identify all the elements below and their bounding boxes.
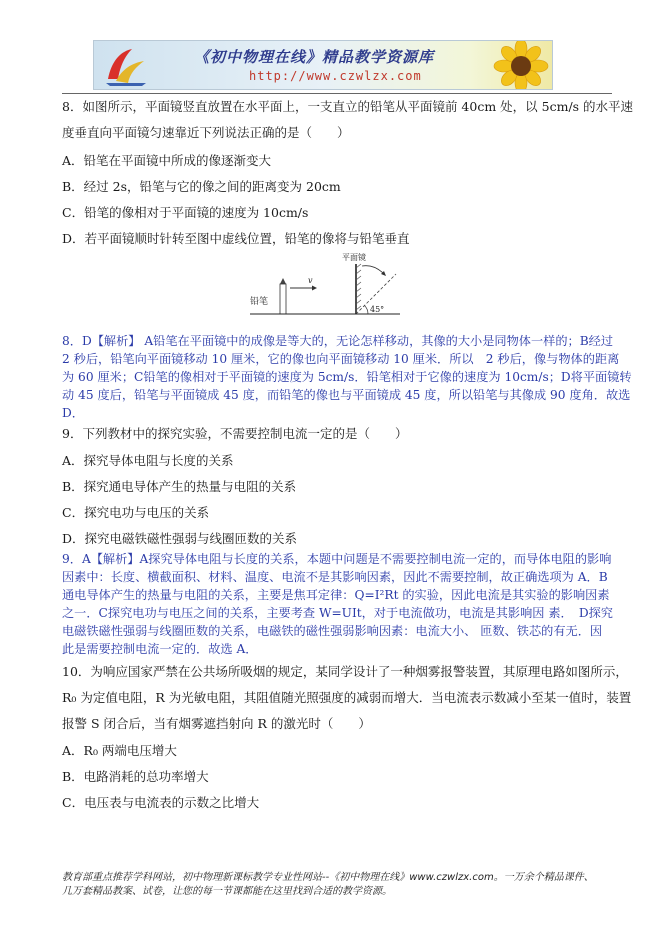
q10-option-a: A．R₀ 两端电压增大	[62, 743, 177, 758]
plane-mirror	[356, 264, 361, 314]
footer-line1: 教育部重点推荐学科网站，初中物理新课标教学专业性网站--《初中物理在线》www.czwlzx.com。一万余个精品课件、	[62, 872, 594, 883]
q9-answer-line: 电磁铁磁性强弱与线圈匝数的关系，电磁铁的磁性强弱影响因素：电流大小、 匝数、铁芯的有无．因	[62, 624, 603, 638]
site-logo-icon	[102, 45, 150, 87]
q9-answer-line: 9．A【解析】A探究导体电阻与长度的关系，本题中问题是不需要控制电流一定的，而导体电阻的影响	[62, 552, 612, 566]
q8-answer-line: D．	[62, 406, 84, 420]
banner-title: 《初中物理在线》精品教学资源库	[194, 48, 435, 66]
q8-stem-line1: 8．如图所示，平面镜竖直放置在水平面上，一支直立的铅笔从平面镜前 40cm 处，以 5cm/s 的水平速	[62, 99, 634, 114]
angle-label: 45°	[370, 305, 385, 314]
q8-answer-line: 2 秒后，铅笔向平面镜移动 10 厘米，它的像也向平面镜移动 10 厘米．所以 2 秒后，像与物体的距离	[62, 352, 620, 366]
q8-option-a: A．铅笔在平面镜中所成的像逐渐变大	[62, 153, 272, 168]
header-divider	[62, 93, 612, 94]
q9-option-b: B．探究通电导体产生的热量与电阻的关系	[62, 479, 297, 494]
q9-answer-line: 因素中：长度、横截面积、材料、温度、电流不是其影响因素，因此不需要控制，故正确选项为 A．B	[62, 570, 608, 584]
header-banner	[93, 40, 553, 90]
q8-answer-line: 动 45 度后，铅笔与平面镜成 45 度，而铅笔的像也与平面镜成 45 度，所以铅笔与其像成 90 度角．故选	[62, 388, 631, 402]
banner-url[interactable]: http://www.czwlzx.com	[249, 69, 422, 83]
q8-stem-line2: 度垂直向平面镜匀速靠近下列说法正确的是（ ）	[62, 125, 350, 140]
q10-option-b: B．电路消耗的总功率增大	[62, 769, 209, 784]
q9-option-a: A．探究导体电阻与长度的关系	[62, 453, 234, 468]
q9-option-c: C．探究电功与电压的关系	[62, 505, 210, 520]
q9-answer-line: 之一．C探究电功与电压之间的关系，主要考查 W=UIt，对于电流做功，电流是其影响因 素． D探究	[62, 606, 613, 620]
q9-answer-line: 此是需要控制电流一定的．故选 A．	[62, 642, 258, 656]
q10-stem-line2: R₀ 为定值电阻，R 为光敏电阻，其阻值随光照强度的减弱而增大．当电流表示数减小至某一值时，装置	[62, 690, 632, 705]
q8-answer-line: 8．D【解析】 A铅笔在平面镜中的成像是等大的，无论怎样移动，其像的大小是同物体一样的；B经过	[62, 334, 614, 348]
footer-line2: 几万套精品教案、试卷，让您的每一节课都能在这里找到合适的教学资源。	[62, 886, 392, 897]
q9-answer-line: 通电导体产生的热量与电阻的关系，主要是焦耳定律：Q=I²Rt 的实验，因此电流是其实验的影响因素	[62, 588, 610, 602]
q8-option-b: B．经过 2s，铅笔与它的像之间的距离变为 20cm	[62, 179, 341, 194]
q10-stem-line1: 10．为响应国家严禁在公共场所吸烟的规定，某同学设计了一种烟雾报警装置，其原理电路如图所示，	[62, 664, 628, 679]
q8-mirror-pencil-figure	[250, 252, 400, 324]
q9-stem: 9．下列教材中的探究实验，不需要控制电流一定的是（ ）	[62, 426, 408, 441]
q9-option-d: D．探究电磁铁磁性强弱与线圈匝数的关系	[62, 531, 298, 546]
sunflower-icon	[492, 40, 550, 90]
q8-option-d: D．若平面镜顺时针转至图中虚线位置，铅笔的像将与铅笔垂直	[62, 231, 410, 246]
q8-option-c: C．铅笔的像相对于平面镜的速度为 10cm/s	[62, 205, 309, 220]
pencil-label: 铅笔	[250, 297, 269, 307]
mirror-label: 平面镜	[342, 253, 366, 262]
pencil-icon	[280, 278, 286, 314]
velocity-label: v	[308, 276, 313, 285]
q10-option-c: C．电压表与电流表的示数之比增大	[62, 795, 260, 810]
rotation-arrow	[362, 266, 384, 274]
q8-answer-line: 为 60 厘米；C铅笔的像相对于平面镜的速度为 5cm/s．铅笔相对于它像的速度为 10cm/s；D将平面镜转	[62, 370, 632, 384]
q10-stem-line3: 报警 S 闭合后，当有烟雾遮挡射向 R 的激光时（ ）	[62, 716, 371, 731]
